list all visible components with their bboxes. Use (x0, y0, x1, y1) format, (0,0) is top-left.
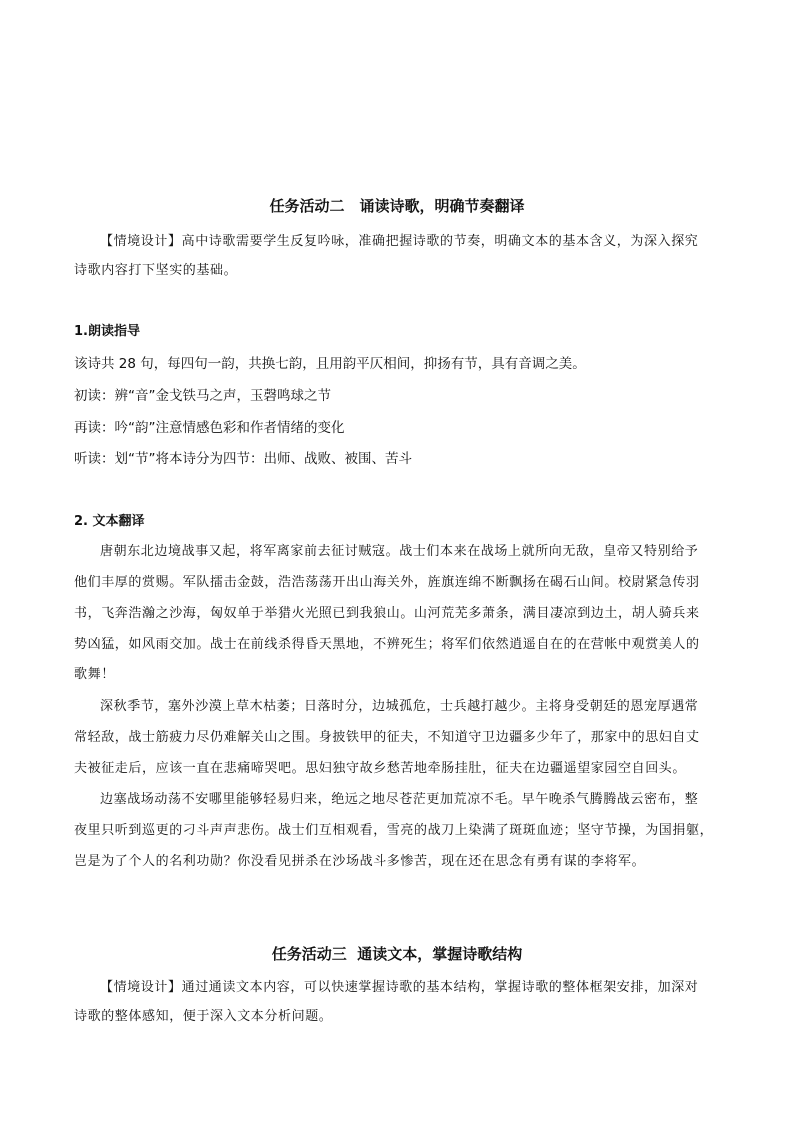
translation-line: 夫被征走后，应该一直在悲痛啼哭吧。思妇独守故乡愁苦地牵肠挂肚，征夫在边疆遥望家园空自回头。 (74, 761, 687, 776)
reading-guide-heading: 1.朗读指导 (74, 324, 140, 339)
reading-guide-line: 听读：划“节”将本诗分为四节：出师、战败、被围、苦斗 (74, 451, 412, 467)
section2-intro-line: 诗歌内容打下坚实的基础。 (74, 263, 238, 278)
reading-guide-line: 再读：吟“韵”注意情感色彩和作者情绪的变化 (74, 420, 345, 436)
translation-line: 他们丰厚的赏赐。军队擂击金鼓，浩浩荡荡开出山海关外，旌旗连绵不断飘扬在碣石山间。校尉紧急传羽 (74, 575, 700, 590)
translation-line: 夜里只听到巡更的刁斗声声悲伤。战士们互相观看，雪亮的战刀上染满了斑斑血迹；坚守节操，为国捐躯， (74, 823, 714, 838)
translation-line: 常轻敌，战士筋疲力尽仍难解关山之围。身披铁甲的征夫，不知道守卫边疆多少年了，那家中的思妇自丈 (74, 730, 700, 745)
section2-intro-line: 【情境设计】高中诗歌需要学生反复吟咏，准确把握诗歌的节奏，明确文本的基本含义，为深入探究 (100, 234, 699, 249)
translation-line: 歌舞！ (74, 667, 115, 682)
section2-title: 任务活动二 诵读诗歌，明确节奏翻译 (269, 197, 525, 215)
reading-guide-line: 初读：辨“音”金戈铁马之声，玉磬鸣球之节 (74, 388, 331, 404)
translation-line: 深秋季节，塞外沙漠上草木枯萎；日落时分，边城孤危，士兵越打越少。主将身受朝廷的恩宠厚遇常 (100, 699, 699, 714)
translation-heading: 2. 文本翻译 (74, 514, 145, 529)
section3-intro-line: 诗歌的整体感知，便于深入文本分析问题。 (74, 1009, 333, 1024)
translation-line: 书，飞奔浩瀚之沙海，匈奴单于举猎火光照已到我狼山。山河荒芜多萧条，满目凄凉到边土，胡人骑兵来 (74, 606, 700, 621)
translation-line: 边塞战场动荡不安哪里能够轻易归来，绝远之地尽苍茫更加荒凉不毛。早午晚杀气腾腾战云密布，整 (100, 792, 699, 807)
section3-intro-line: 【情境设计】通过通读文本内容，可以快速掌握诗歌的基本结构，掌握诗歌的整体框架安排，加深对 (100, 980, 699, 995)
section3-title: 任务活动三 通读文本，掌握诗歌结构 (271, 945, 523, 963)
translation-line: 唐朝东北边境战事又起，将军离家前去征讨贼寇。战士们本来在战场上就所向无敌，皇帝又特别给予 (100, 544, 699, 559)
reading-guide-line: 该诗共 28 句，每四句一韵，共换七韵，且用韵平仄相间，抑扬有节，具有音调之美。 (74, 356, 586, 372)
translation-line: 势凶猛，如风雨交加。战士在前线杀得昏天黑地，不辨死生；将军们依然逍遥自在的在营帐中观赏美人的 (74, 637, 700, 652)
translation-line: 岂是为了个人的名利功勋？你没看见拼杀在沙场战斗多惨苦，现在还在思念有勇有谋的李将军。 (74, 854, 646, 869)
